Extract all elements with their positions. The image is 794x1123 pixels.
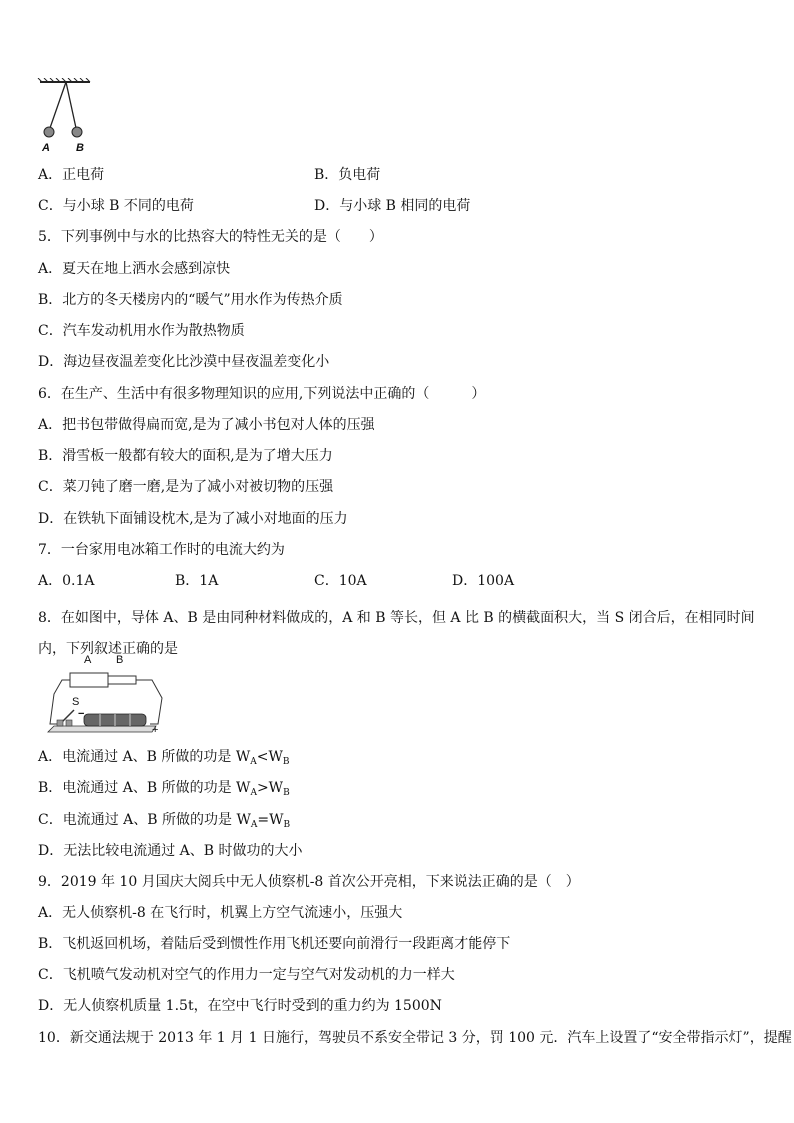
q9-option-a: A．无人侦察机-8 在飞行时，机翼上方空气流速小，压强大 xyxy=(38,905,403,921)
circuit-figure xyxy=(40,654,170,738)
q4-option-b: B．负电荷 xyxy=(314,167,381,183)
q4-option-c: C．与小球 B 不同的电荷 xyxy=(38,198,194,214)
q7-option-d: D．100A xyxy=(452,573,515,589)
q6-option-b: B．滑雪板一般都有较大的面积,是为了增大压力 xyxy=(38,448,333,464)
q4-option-a: A．正电荷 xyxy=(38,167,105,183)
q9-stem: 9．2019 年 10 月国庆大阅兵中无人侦察机-8 首次公开亮相，下来说法正确的是（ ） xyxy=(38,874,580,890)
pendulum-figure xyxy=(36,78,96,158)
q5-option-b: B．北方的冬天楼房内的“暖气”用水作为传热介质 xyxy=(38,292,343,308)
q4-option-d: D．与小球 B 相同的电荷 xyxy=(314,198,471,214)
q8-stem: 8．在如图中，导体 A、B 是由同种材料做成的，A 和 B 等长，但 A 比 B 的横截面积大，当 S 闭合后，在相同时间内，下列叙述正确的是 xyxy=(38,610,755,657)
q8-option-c: C．电流通过 A、B 所做的功是 $W_A=W_B$ xyxy=(38,812,291,830)
q8-option-a: A．电流通过 A、B 所做的功是 $W_A<W_B$ xyxy=(38,749,290,767)
q7-option-c: C．10A xyxy=(314,573,367,589)
circuit-label-a: A xyxy=(84,654,92,666)
circuit-label-minus: − xyxy=(78,708,85,720)
q6-stem: 6．在生产、生活中有很多物理知识的应用,下列说法中正确的（ ） xyxy=(38,386,486,402)
q10-stem: 10．新交通法规于 2013 年 1 月 1 日施行，驾驶员不系安全带记 3 分，罚 100 元．汽车上设置了“安全带指示灯”，提醒 xyxy=(38,1030,792,1046)
circuit-diagram xyxy=(40,654,170,738)
q9-option-d: D．无人侦察机质量 1.5t，在空中飞行时受到的重力约为 1500N xyxy=(38,998,442,1014)
circuit-label-b: B xyxy=(116,654,124,666)
q6-option-d: D．在铁轨下面铺设枕木,是为了减小对地面的压力 xyxy=(38,511,348,527)
q5-option-d: D．海边昼夜温差变化比沙漠中昼夜温差变化小 xyxy=(38,354,330,370)
q9-option-c: C．飞机喷气发动机对空气的作用力一定与空气对发动机的力一样大 xyxy=(38,967,455,983)
q5-option-a: A．夏天在地上洒水会感到凉快 xyxy=(38,261,231,277)
q9-option-b: B．飞机返回机场，着陆后受到惯性作用飞机还要向前滑行一段距离才能停下 xyxy=(38,936,511,952)
q7-option-a: A．0.1A xyxy=(38,573,95,589)
q7-stem: 7．一台家用电冰箱工作时的电流大约为 xyxy=(38,542,285,558)
q8-option-b: B．电流通过 A、B 所做的功是 $W_A>W_B$ xyxy=(38,780,290,798)
circuit-label-plus: + xyxy=(152,724,159,736)
figure-label-b: B xyxy=(76,142,84,154)
q8-option-d: D．无法比较电流通过 A、B 时做功的大小 xyxy=(38,843,303,859)
figure-label-a: A xyxy=(42,142,50,154)
q6-option-a: A．把书包带做得扁而宽,是为了减小书包对人体的压强 xyxy=(38,417,375,433)
q5-option-c: C．汽车发动机用水作为散热物质 xyxy=(38,323,245,339)
q5-stem: 5．下列事例中与水的比热容大的特性无关的是（ ） xyxy=(38,229,383,245)
q6-option-c: C．菜刀钝了磨一磨,是为了减小对被切物的压强 xyxy=(38,479,334,495)
circuit-label-s: S xyxy=(72,696,80,708)
q7-option-b: B．1A xyxy=(175,573,219,589)
